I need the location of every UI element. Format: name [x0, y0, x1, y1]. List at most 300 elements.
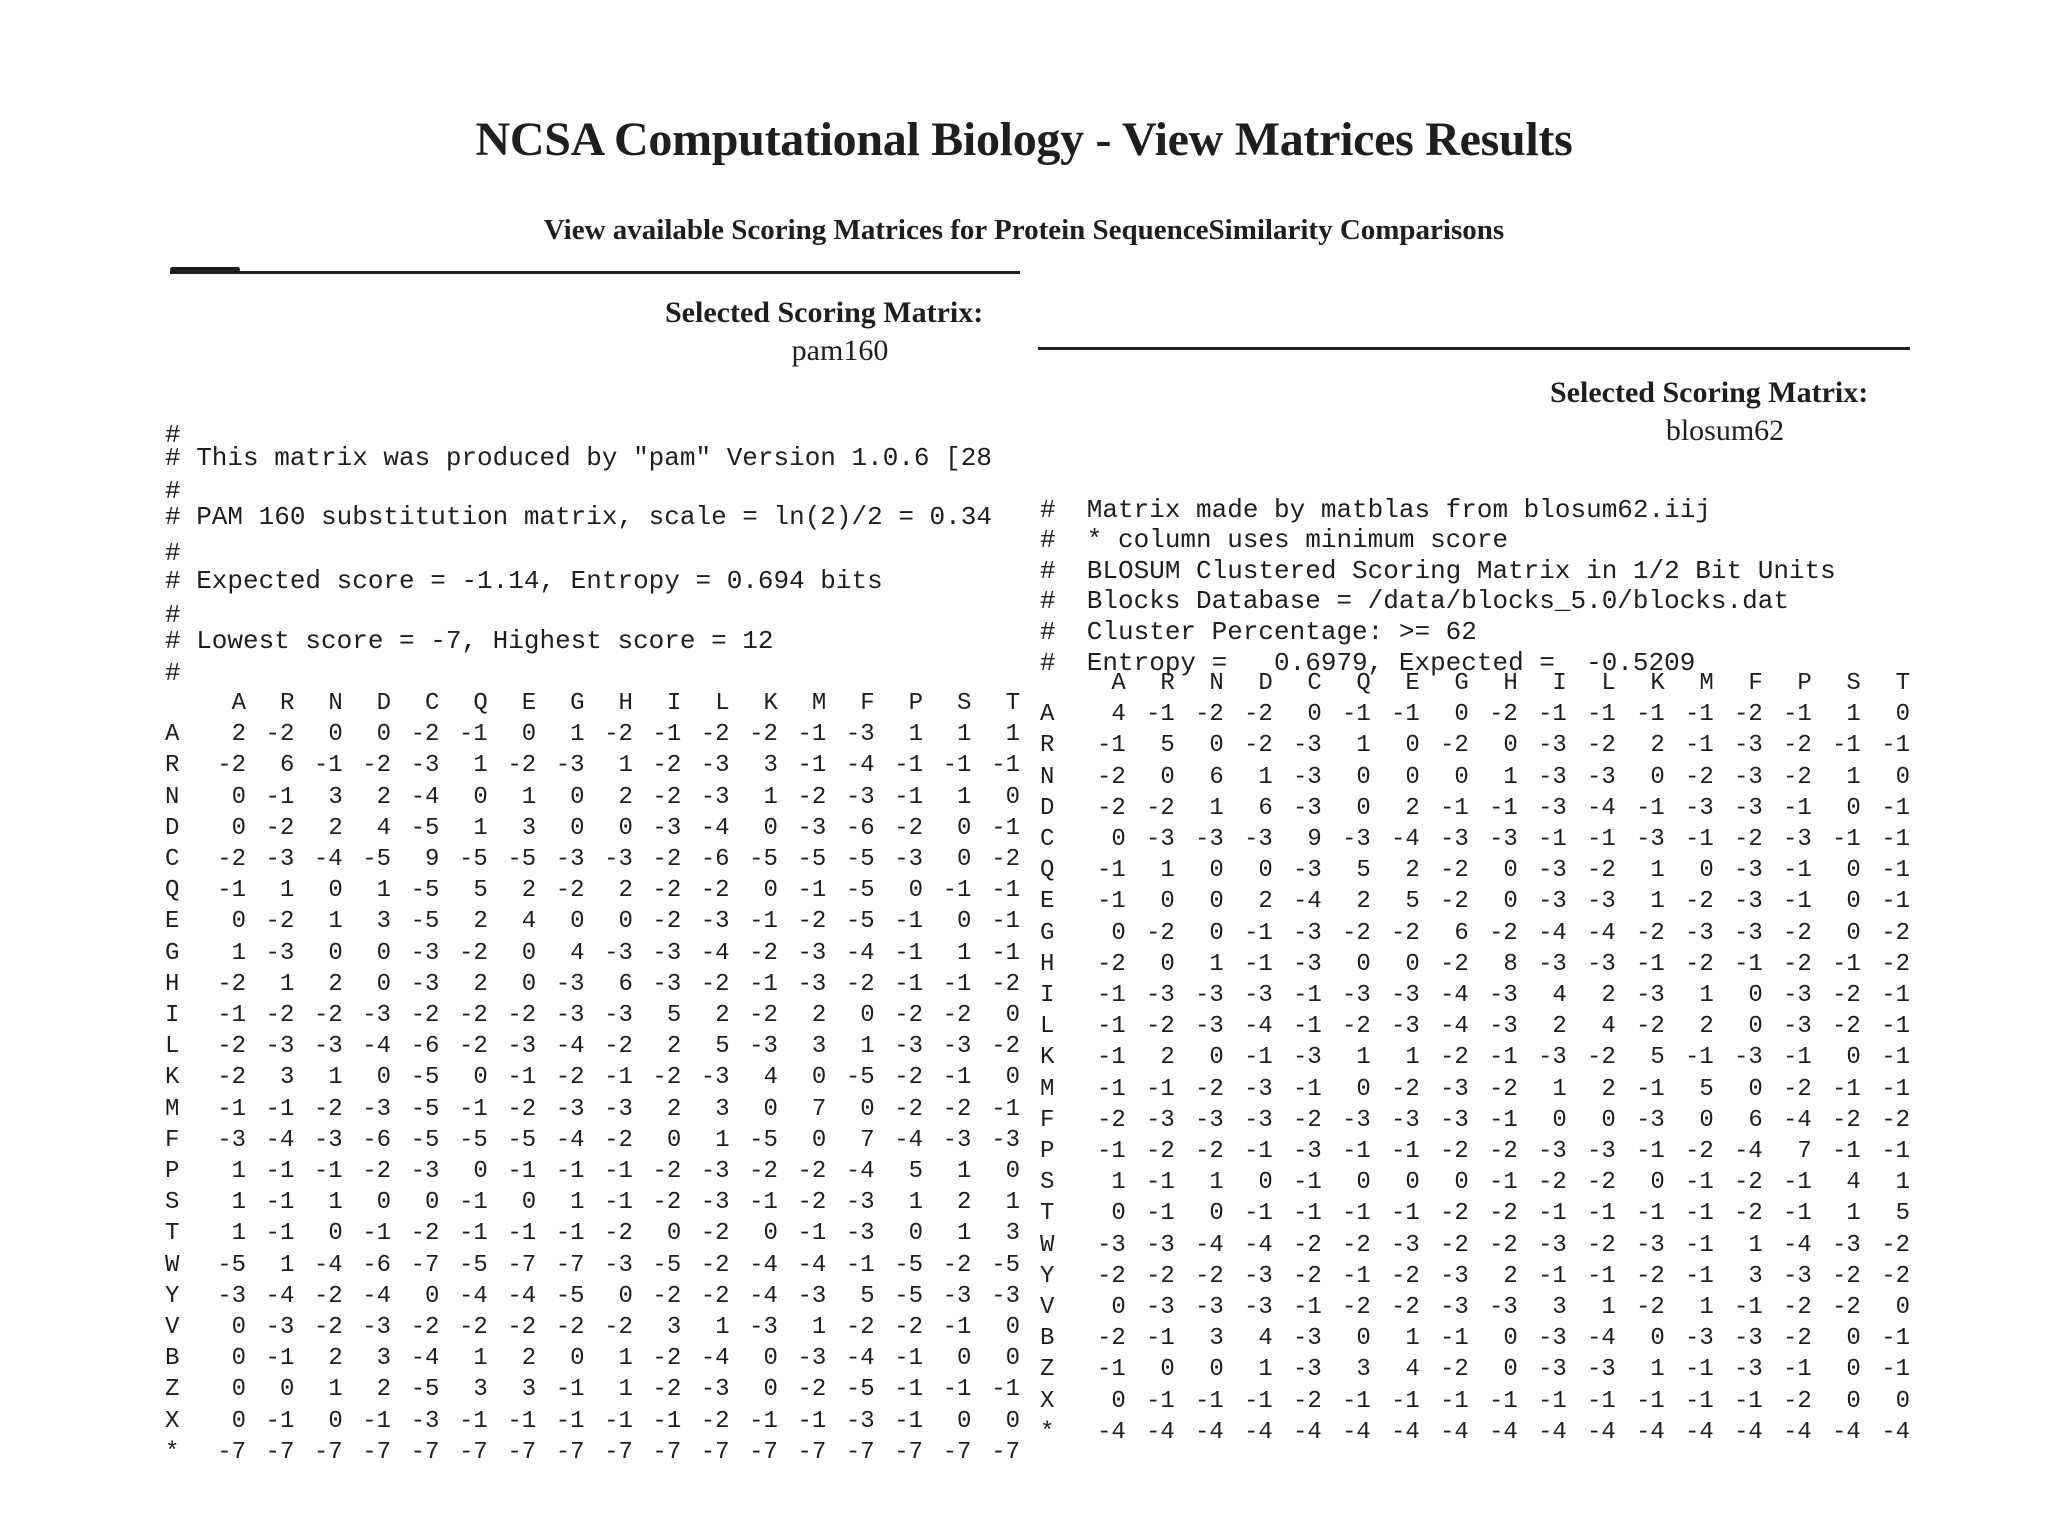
- matrix-cell: 0: [1111, 1387, 1126, 1415]
- matrix-cell: -7: [652, 1438, 682, 1466]
- matrix-cell: -2: [1635, 1013, 1665, 1041]
- matrix-row: [1040, 855, 1910, 886]
- matrix-cell: -1: [797, 1220, 827, 1248]
- matrix-cell: -2: [265, 908, 295, 936]
- matrix-cell: 1: [473, 814, 488, 842]
- matrix-cell: 1: [1356, 732, 1371, 760]
- matrix-cell: 1: [1005, 1189, 1020, 1217]
- matrix-row: [1040, 762, 1910, 793]
- matrix-cell: -1: [1831, 1138, 1861, 1166]
- matrix-cell: -2: [1439, 1356, 1469, 1384]
- matrix-cell: -4: [1194, 1418, 1224, 1446]
- matrix-cell: -1: [217, 1002, 246, 1030]
- matrix-cell: -2: [1145, 1262, 1175, 1290]
- matrix-cell: 9: [1307, 826, 1322, 854]
- matrix-cell: -7: [362, 1438, 392, 1466]
- matrix-cell: -1: [1586, 1200, 1616, 1228]
- matrix-cell: -1: [1537, 701, 1567, 729]
- matrix-cell: 2: [1258, 888, 1273, 916]
- matrix-column-header: H: [1503, 670, 1518, 697]
- matrix-cell: 0: [570, 783, 585, 811]
- matrix-cell: -4: [1390, 1418, 1420, 1446]
- matrix-cell: -3: [1733, 732, 1763, 760]
- matrix-cell: -5: [410, 877, 440, 905]
- matrix-cell: -4: [1439, 1418, 1469, 1446]
- matrix-cell: -2: [1586, 857, 1616, 885]
- matrix-row-header: V: [165, 1314, 180, 1342]
- matrix-cell: -1: [749, 970, 778, 998]
- matrix-cell: 0: [1307, 701, 1322, 729]
- comment-line: # This matrix was produced by "pam" Version 1.0.6 [28: [165, 443, 992, 473]
- matrix-cell: 1: [1650, 888, 1665, 916]
- matrix-cell: -2: [362, 752, 392, 780]
- matrix-cell: 3: [521, 1376, 537, 1404]
- matrix-cell: -2: [1390, 1262, 1420, 1290]
- matrix-cell: -7: [942, 1438, 972, 1466]
- matrix-cell: 0: [1846, 1356, 1861, 1384]
- matrix-cell: -2: [1782, 1075, 1812, 1103]
- matrix-column-header: Q: [1356, 670, 1371, 697]
- matrix-cell: 1: [328, 908, 343, 936]
- matrix-cell: -4: [265, 1126, 295, 1154]
- matrix-cell: -2: [265, 1002, 295, 1030]
- matrix-cell: -6: [700, 846, 730, 874]
- matrix-cell: -2: [749, 1158, 778, 1186]
- matrix-row: [165, 1125, 1020, 1156]
- matrix-row-header: G: [1040, 919, 1055, 947]
- matrix-cell: -7: [991, 1438, 1020, 1466]
- matrix-cell: 0: [279, 1376, 295, 1404]
- matrix-cell: -7: [845, 1438, 875, 1466]
- matrix-cell: 1: [231, 1220, 246, 1248]
- matrix-cell: -3: [555, 1095, 585, 1123]
- matrix-cell: -3: [1341, 826, 1371, 854]
- matrix-cell: -2: [700, 1220, 730, 1248]
- matrix-column-header: E: [521, 690, 537, 717]
- matrix-cell: -3: [1586, 950, 1616, 978]
- matrix-column-header: T: [1895, 670, 1910, 697]
- matrix-cell: 3: [376, 1345, 392, 1373]
- matrix-cell: 1: [1258, 1356, 1273, 1384]
- matrix-cell: 2: [473, 970, 488, 998]
- matrix-cell: -2: [1586, 1231, 1616, 1259]
- matrix-cell: -3: [1635, 982, 1665, 1010]
- matrix-cell: -7: [410, 1251, 440, 1279]
- matrix-cell: -3: [362, 1095, 392, 1123]
- matrix-cell: 0: [376, 1189, 392, 1217]
- matrix-cell: -2: [1439, 1138, 1469, 1166]
- matrix-cell: -5: [410, 908, 440, 936]
- blosum62-matrix-table: [1040, 668, 1910, 1448]
- matrix-cell: -1: [1243, 1044, 1273, 1072]
- matrix-cell: -2: [1194, 1075, 1224, 1103]
- matrix-cell: -1: [1096, 1013, 1126, 1041]
- matrix-cell: -1: [555, 1220, 585, 1248]
- matrix-cell: -3: [1586, 1356, 1616, 1384]
- matrix-cell: -1: [1145, 1387, 1175, 1415]
- matrix-cell: 0: [1209, 732, 1224, 760]
- matrix-cell: -2: [458, 1002, 488, 1030]
- matrix-cell: 0: [1552, 1106, 1567, 1134]
- matrix-row-header: P: [1040, 1138, 1055, 1166]
- matrix-cell: -3: [410, 970, 440, 998]
- matrix-cell: -1: [942, 877, 972, 905]
- matrix-cell: -1: [942, 1314, 972, 1342]
- matrix-cell: -2: [797, 908, 827, 936]
- matrix-cell: 0: [521, 721, 537, 749]
- matrix-cell: 0: [231, 1407, 246, 1435]
- matrix-cell: -2: [1145, 1138, 1175, 1166]
- matrix-row-header: A: [165, 721, 180, 749]
- matrix-cell: -3: [1194, 1106, 1224, 1134]
- matrix-cell: -2: [265, 721, 295, 749]
- matrix-column-header: Q: [473, 690, 488, 717]
- matrix-row: [1040, 1167, 1910, 1198]
- matrix-cell: -3: [1586, 763, 1616, 791]
- matrix-cell: 1: [1160, 857, 1175, 885]
- matrix-cell: -7: [265, 1438, 295, 1466]
- matrix-cell: 1: [521, 783, 537, 811]
- matrix-cell: -2: [362, 1158, 392, 1186]
- matrix-cell: 1: [1258, 763, 1273, 791]
- matrix-cell: -1: [458, 1095, 488, 1123]
- matrix-cell: -7: [749, 1438, 778, 1466]
- matrix-cell: -3: [845, 721, 875, 749]
- matrix-cell: 1: [811, 1314, 827, 1342]
- matrix-column-header: K: [763, 690, 778, 717]
- matrix-row: [165, 1374, 1020, 1405]
- matrix-cell: -3: [1537, 950, 1567, 978]
- matrix-cell: -1: [1782, 794, 1812, 822]
- matrix-cell: -2: [1488, 1200, 1518, 1228]
- matrix-cell: 0: [860, 1002, 875, 1030]
- matrix-cell: -7: [604, 1438, 633, 1466]
- matrix-cell: 0: [1005, 1002, 1020, 1030]
- matrix-cell: -2: [1341, 1013, 1371, 1041]
- matrix-cell: 8: [1503, 950, 1518, 978]
- matrix-row-header: K: [1040, 1044, 1055, 1072]
- matrix-cell: -3: [1488, 1294, 1518, 1322]
- comment-line: #: [165, 476, 181, 506]
- matrix-cell: -2: [894, 814, 924, 842]
- matrix-cell: -1: [1145, 701, 1175, 729]
- matrix-cell: 3: [1748, 1262, 1763, 1290]
- matrix-row-header: E: [1040, 888, 1055, 916]
- matrix-cell: -2: [700, 1282, 730, 1310]
- matrix-cell: -1: [991, 939, 1020, 967]
- matrix-row: [165, 782, 1020, 813]
- matrix-cell: -3: [797, 1345, 827, 1373]
- matrix-cell: -3: [1537, 1044, 1567, 1072]
- matrix-cell: -1: [1684, 1356, 1714, 1384]
- matrix-row: [1040, 1417, 1910, 1448]
- matrix-cell: -2: [991, 970, 1020, 998]
- matrix-cell: 0: [811, 1064, 827, 1092]
- matrix-cell: -3: [797, 814, 827, 842]
- matrix-row-header: L: [1040, 1013, 1055, 1041]
- matrix-cell: -1: [1537, 1262, 1567, 1290]
- matrix-cell: -4: [1782, 1418, 1812, 1446]
- matrix-row: [1040, 824, 1910, 855]
- matrix-cell: 1: [1209, 794, 1224, 822]
- matrix-cell: 5: [860, 1282, 875, 1310]
- matrix-cell: -4: [1586, 1325, 1616, 1353]
- matrix-cell: -2: [652, 1158, 682, 1186]
- matrix-cell: -3: [845, 1189, 875, 1217]
- matrix-cell: 0: [763, 1376, 778, 1404]
- matrix-cell: 1: [1405, 1044, 1420, 1072]
- matrix-cell: -2: [700, 877, 730, 905]
- matrix-cell: -3: [1292, 794, 1322, 822]
- matrix-row-header: Y: [1040, 1262, 1055, 1290]
- matrix-cell: -1: [749, 1189, 778, 1217]
- matrix-cell: -1: [265, 1345, 295, 1373]
- matrix-cell: -1: [1684, 1169, 1714, 1197]
- matrix-cell: -3: [1537, 794, 1567, 822]
- matrix-row: [1040, 1074, 1910, 1105]
- matrix-cell: -5: [652, 1251, 682, 1279]
- matrix-cell: -3: [1292, 857, 1322, 885]
- matrix-cell: -2: [217, 752, 246, 780]
- matrix-cell: -4: [1635, 1418, 1665, 1446]
- matrix-row-header: I: [165, 1002, 180, 1030]
- matrix-cell: 0: [763, 1095, 778, 1123]
- matrix-cell: -3: [1537, 732, 1567, 760]
- matrix-cell: -2: [1831, 1013, 1861, 1041]
- matrix-cell: -4: [1537, 1418, 1567, 1446]
- matrix-cell: 0: [1356, 1075, 1371, 1103]
- matrix-cell: 1: [618, 1345, 633, 1373]
- matrix-cell: -2: [410, 1220, 440, 1248]
- matrix-cell: -1: [1341, 1200, 1371, 1228]
- matrix-cell: -1: [1684, 1231, 1714, 1259]
- matrix-cell: 1: [1209, 1169, 1224, 1197]
- matrix-cell: -2: [1537, 1169, 1567, 1197]
- matrix-cell: -2: [652, 752, 682, 780]
- matrix-cell: -1: [1733, 1294, 1763, 1322]
- matrix-cell: -1: [1782, 701, 1812, 729]
- matrix-cell: -2: [942, 1002, 972, 1030]
- matrix-cell: 1: [1552, 1075, 1567, 1103]
- matrix-cell: -4: [749, 1282, 778, 1310]
- matrix-cell: -2: [265, 814, 295, 842]
- matrix-cell: -3: [1733, 763, 1763, 791]
- matrix-cell: -1: [1831, 950, 1861, 978]
- matrix-column-header: A: [1111, 670, 1126, 697]
- matrix-cell: -2: [1881, 950, 1910, 978]
- matrix-cell: -2: [1096, 1325, 1126, 1353]
- matrix-row: [1040, 1261, 1910, 1292]
- matrix-cell: 2: [666, 1033, 682, 1061]
- matrix-cell: -3: [1194, 1294, 1224, 1322]
- matrix-cell: -3: [313, 1033, 343, 1061]
- matrix-cell: -1: [555, 1158, 585, 1186]
- matrix-cell: 0: [1895, 701, 1910, 729]
- matrix-cell: -2: [1439, 888, 1469, 916]
- matrix-row-header: Z: [1040, 1356, 1055, 1384]
- matrix-cell: 1: [1846, 763, 1861, 791]
- matrix-cell: -3: [1488, 1013, 1518, 1041]
- matrix-cell: -5: [845, 846, 875, 874]
- matrix-cell: -4: [1390, 826, 1420, 854]
- matrix-cell: -2: [1194, 701, 1224, 729]
- matrix-cell: -3: [1243, 1075, 1273, 1103]
- matrix-cell: -1: [507, 1220, 537, 1248]
- matrix-cell: 1: [1503, 763, 1518, 791]
- matrix-cell: -2: [1145, 794, 1175, 822]
- matrix-cell: -1: [313, 752, 343, 780]
- matrix-cell: -1: [458, 1220, 488, 1248]
- matrix-cell: 0: [956, 814, 972, 842]
- matrix-cell: -1: [1881, 1356, 1910, 1384]
- matrix-row-header: C: [1040, 826, 1055, 854]
- matrix-cell: -3: [1341, 982, 1371, 1010]
- matrix-column-header: T: [1005, 690, 1020, 717]
- matrix-cell: 0: [1160, 1356, 1175, 1384]
- matrix-cell: -2: [1243, 732, 1273, 760]
- matrix-cell: -2: [652, 1189, 682, 1217]
- matrix-cell: 0: [473, 783, 488, 811]
- matrix-row-header: K: [165, 1064, 180, 1092]
- matrix-cell: -1: [604, 1064, 633, 1092]
- matrix-cell: 0: [1209, 857, 1224, 885]
- matrix-cell: 0: [1454, 701, 1469, 729]
- matrix-cell: 6: [279, 752, 295, 780]
- matrix-cell: -4: [749, 1251, 778, 1279]
- matrix-cell: -4: [1586, 919, 1616, 947]
- matrix-cell: -1: [1390, 701, 1420, 729]
- matrix-cell: -4: [1782, 1106, 1812, 1134]
- matrix-cell: -2: [991, 846, 1020, 874]
- matrix-cell: 2: [473, 908, 488, 936]
- matrix-cell: 0: [1405, 732, 1420, 760]
- matrix-cell: -2: [1488, 1138, 1518, 1166]
- matrix-cell: -1: [991, 1095, 1020, 1123]
- matrix-cell: -1: [1635, 701, 1665, 729]
- matrix-cell: -3: [1537, 1138, 1567, 1166]
- matrix-cell: 2: [1552, 1013, 1567, 1041]
- matrix-cell: -1: [1145, 1169, 1175, 1197]
- matrix-cell: -2: [1733, 701, 1763, 729]
- matrix-row: [1040, 730, 1910, 761]
- matrix-cell: 2: [1356, 888, 1371, 916]
- matrix-cell: -2: [1782, 1325, 1812, 1353]
- matrix-cell: -3: [1439, 826, 1469, 854]
- matrix-cell: -3: [894, 1033, 924, 1061]
- matrix-cell: -1: [942, 1376, 972, 1404]
- matrix-cell: -1: [1537, 826, 1567, 854]
- matrix-cell: -2: [1488, 1075, 1518, 1103]
- matrix-cell: -3: [1194, 982, 1224, 1010]
- matrix-cell: 2: [1160, 1044, 1175, 1072]
- matrix-cell: -3: [604, 1002, 633, 1030]
- matrix-cell: -1: [1881, 1075, 1910, 1103]
- matrix-cell: 4: [1111, 701, 1126, 729]
- matrix-cell: -3: [749, 1314, 778, 1342]
- matrix-cell: 0: [1005, 1345, 1020, 1373]
- matrix-cell: -3: [1537, 1325, 1567, 1353]
- matrix-cell: 0: [1895, 1294, 1910, 1322]
- matrix-cell: -2: [1586, 1169, 1616, 1197]
- matrix-cell: 1: [956, 783, 972, 811]
- matrix-cell: -7: [555, 1438, 585, 1466]
- matrix-cell: -2: [1341, 1231, 1371, 1259]
- matrix-cell: -3: [1292, 950, 1322, 978]
- matrix-cell: -6: [410, 1033, 440, 1061]
- matrix-cell: 6: [1209, 763, 1224, 791]
- matrix-cell: 0: [763, 1220, 778, 1248]
- matrix-cell: 0: [1356, 1325, 1371, 1353]
- matrix-cell: 1: [1356, 1044, 1371, 1072]
- matrix-cell: 3: [1005, 1220, 1020, 1248]
- matrix-cell: 0: [231, 814, 246, 842]
- matrix-cell: -1: [1390, 1138, 1420, 1166]
- matrix-cell: -1: [507, 1064, 537, 1092]
- matrix-cell: 0: [618, 1282, 633, 1310]
- matrix-cell: 0: [763, 814, 778, 842]
- matrix-column-header: P: [1797, 670, 1812, 697]
- matrix-cell: -2: [507, 1314, 537, 1342]
- matrix-cell: -4: [1292, 1418, 1322, 1446]
- matrix-cell: -1: [1537, 1200, 1567, 1228]
- matrix-cell: -2: [410, 721, 440, 749]
- matrix-cell: -3: [700, 783, 730, 811]
- matrix-cell: -4: [1341, 1418, 1371, 1446]
- matrix-cell: 1: [618, 752, 633, 780]
- matrix-cell: 0: [1111, 826, 1126, 854]
- matrix-cell: -1: [458, 721, 488, 749]
- matrix-column-header: C: [425, 690, 440, 717]
- matrix-cell: 3: [473, 1376, 488, 1404]
- matrix-cell: -3: [313, 1126, 343, 1154]
- matrix-cell: 0: [1160, 763, 1175, 791]
- matrix-cell: -1: [1782, 1044, 1812, 1072]
- matrix-cell: 0: [1846, 919, 1861, 947]
- matrix-cell: -2: [217, 970, 246, 998]
- matrix-cell: -1: [1635, 1138, 1665, 1166]
- matrix-cell: -2: [1390, 1294, 1420, 1322]
- matrix-cell: 2: [666, 1095, 682, 1123]
- matrix-row: [1040, 1292, 1910, 1323]
- matrix-cell: -2: [1782, 919, 1812, 947]
- matrix-cell: 1: [715, 1314, 730, 1342]
- matrix-cell: 1: [860, 1033, 875, 1061]
- matrix-cell: 1: [715, 1126, 730, 1154]
- matrix-cell: 2: [376, 1376, 392, 1404]
- matrix-cell: -2: [991, 1033, 1020, 1061]
- matrix-cell: -3: [410, 752, 440, 780]
- matrix-cell: 3: [811, 1033, 827, 1061]
- matrix-cell: 0: [425, 1189, 440, 1217]
- matrix-cell: -4: [1684, 1418, 1714, 1446]
- matrix-cell: 3: [521, 814, 537, 842]
- matrix-row: [1040, 886, 1910, 917]
- comment-line: #: [165, 538, 181, 568]
- matrix-cell: 2: [715, 1002, 730, 1030]
- matrix-cell: 1: [328, 1064, 343, 1092]
- matrix-row-header: V: [1040, 1294, 1055, 1322]
- matrix-cell: 0: [1209, 1200, 1224, 1228]
- matrix-row-header: L: [165, 1033, 180, 1061]
- matrix-cell: 0: [1005, 1314, 1020, 1342]
- matrix-column-header: R: [279, 690, 295, 717]
- matrix-cell: -1: [604, 1189, 633, 1217]
- left-selected-matrix-name: pam160: [791, 334, 889, 367]
- matrix-cell: 0: [1650, 763, 1665, 791]
- matrix-cell: -3: [797, 1282, 827, 1310]
- matrix-cell: -5: [749, 1126, 778, 1154]
- matrix-cell: 3: [1209, 1325, 1224, 1353]
